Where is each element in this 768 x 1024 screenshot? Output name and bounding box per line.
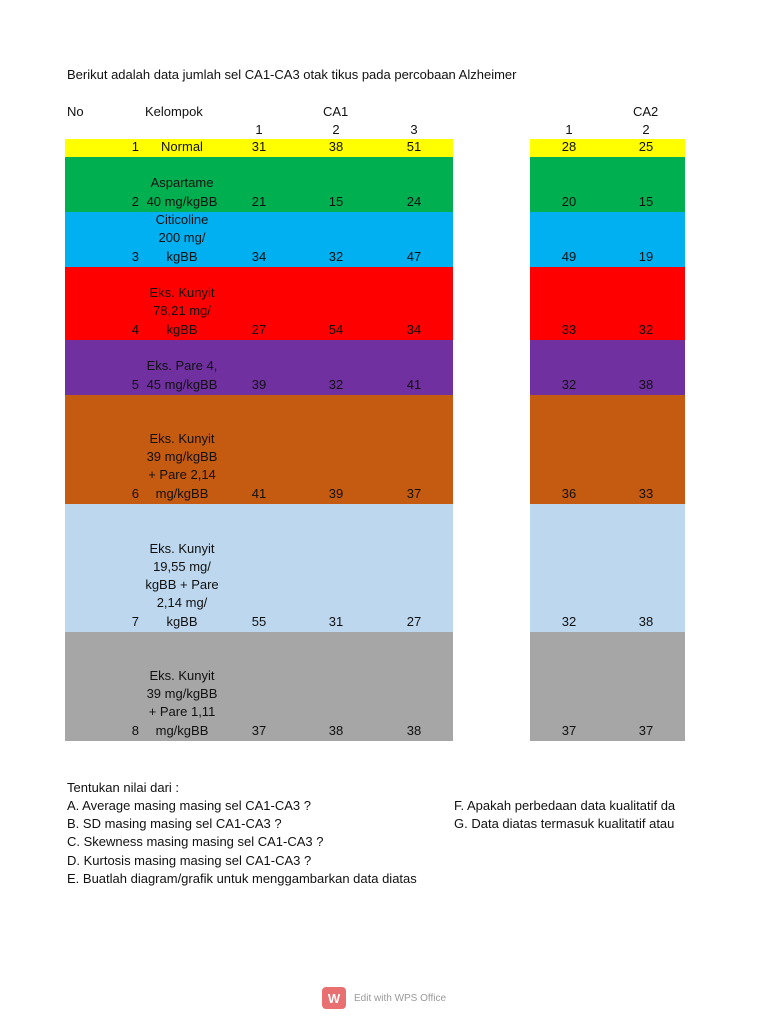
question-g: G. Data diatas termasuk kualitatif atau [454,816,675,831]
row-no: 6 [131,485,139,501]
page-title: Berikut adalah data jumlah sel CA1-CA3 otak tikus pada percobaan Alzheimer [67,67,517,82]
row-group-line: Normal [161,138,203,154]
row-no: 2 [131,193,139,209]
row-ca2-2: 19 [638,248,654,264]
row-ca2-1: 36 [561,485,577,501]
row-no: 7 [131,613,139,629]
row-ca1-3: 27 [406,613,422,629]
row-no: 4 [131,321,139,337]
row-group-line: Eks. Kunyit [149,430,215,446]
row-ca1-1: 39 [251,376,267,392]
row-ca1-1: 55 [251,613,267,629]
wps-watermark-text: Edit with WPS Office [354,992,447,1004]
row-ca1-2: 32 [328,376,344,392]
row-group-line: kgBB [166,248,198,264]
header-ca2-sub-1: 1 [565,122,573,137]
row-ca1-1: 37 [251,722,267,738]
row-group-line: + Pare 1,11 [148,704,216,720]
header-ca1-sub-1: 1 [255,122,263,137]
header-ca2-sub-2: 2 [642,122,650,137]
row-ca2-1: 32 [561,376,577,392]
header-no: No [67,104,84,119]
question-d: D. Kurtosis masing masing sel CA1-CA3 ? [67,853,312,868]
row-ca1-3: 47 [406,248,422,264]
row-group-line: + Pare 2,14 [148,467,216,483]
row-ca2-1: 32 [561,613,577,629]
row-ca2-2: 38 [638,376,654,392]
row-ca1-1: 21 [251,193,267,209]
row-ca2-1: 28 [561,138,577,154]
row-group-line: kgBB + Pare [145,577,219,593]
wps-logo-icon: W [322,987,346,1009]
row-no: 8 [131,722,139,738]
header-kelompok: Kelompok [145,104,203,119]
row-ca2-2: 33 [638,485,654,501]
row-ca1-1: 34 [251,248,267,264]
row-ca2-1: 33 [561,321,577,337]
row-group-line: Eks. Kunyit [149,667,215,683]
row-group-line: 78,21 mg/ [153,303,211,319]
question-e: E. Buatlah diagram/grafik untuk menggambarkan data diatas [67,871,417,886]
row-ca2-2: 37 [638,722,654,738]
row-ca1-3: 38 [406,722,422,738]
row-ca1-2: 54 [328,321,344,337]
row-no: 5 [131,376,139,392]
row-group-line: kgBB [166,613,198,629]
row-ca1-2: 32 [328,248,344,264]
row-ca2-2: 15 [638,193,654,209]
header-ca1-sub-3: 3 [410,122,418,137]
question-a: A. Average masing masing sel CA1-CA3 ? [67,798,311,813]
row-ca1-3: 41 [406,376,422,392]
row-group-line: Eks. Kunyit [149,285,215,301]
row-ca2-1: 49 [561,248,577,264]
row-ca1-2: 38 [328,138,344,154]
row-group-line: 45 mg/kgBB [146,376,218,392]
header-ca2: CA2 [633,104,659,119]
header-ca1-sub-2: 2 [332,122,340,137]
wps-watermark[interactable] [322,987,446,1009]
row-ca2-2: 38 [638,613,654,629]
question-f: F. Apakah perbedaan data kualitatif da [454,798,676,813]
row-group-line: Aspartame [150,175,214,191]
row-ca1-3: 37 [406,485,422,501]
row-group-line: 200 mg/ [158,230,206,246]
question-b: B. SD masing masing sel CA1-CA3 ? [67,816,282,831]
row-ca2-1: 37 [561,722,577,738]
row-group-line: kgBB [166,321,198,337]
row-ca1-3: 24 [406,193,422,209]
row-ca1-2: 39 [328,485,344,501]
row-ca1-3: 51 [406,138,422,154]
row-ca1-2: 15 [328,193,344,209]
row-ca1-1: 41 [251,485,267,501]
row-ca2-2: 25 [638,138,654,154]
row-no: 3 [131,248,139,264]
row-group-line: 39 mg/kgBB [146,686,218,702]
row-group-line: Eks. Pare 4, [146,358,218,374]
row-group-line: Eks. Kunyit [149,540,215,556]
row-group-line: 2,14 mg/ [156,595,208,611]
row-group-line: mg/kgBB [155,722,209,738]
row-group-line: Citicoline [155,212,209,228]
row-ca1-2: 38 [328,722,344,738]
questions-intro: Tentukan nilai dari : [67,780,180,795]
row-group-line: 19,55 mg/ [153,558,211,574]
row-group-line: 40 mg/kgBB [146,193,218,209]
row-ca1-1: 31 [251,138,267,154]
header-ca1: CA1 [323,104,349,119]
row-ca2-1: 20 [561,193,577,209]
row-ca2-2: 32 [638,321,654,337]
row-ca1-3: 34 [406,321,422,337]
row-group-line: mg/kgBB [155,485,209,501]
row-no: 1 [131,138,139,154]
row-ca1-1: 27 [251,321,267,337]
row-ca1-2: 31 [328,613,344,629]
question-c: C. Skewness masing masing sel CA1-CA3 ? [67,834,324,849]
row-group-line: 39 mg/kgBB [146,449,218,465]
